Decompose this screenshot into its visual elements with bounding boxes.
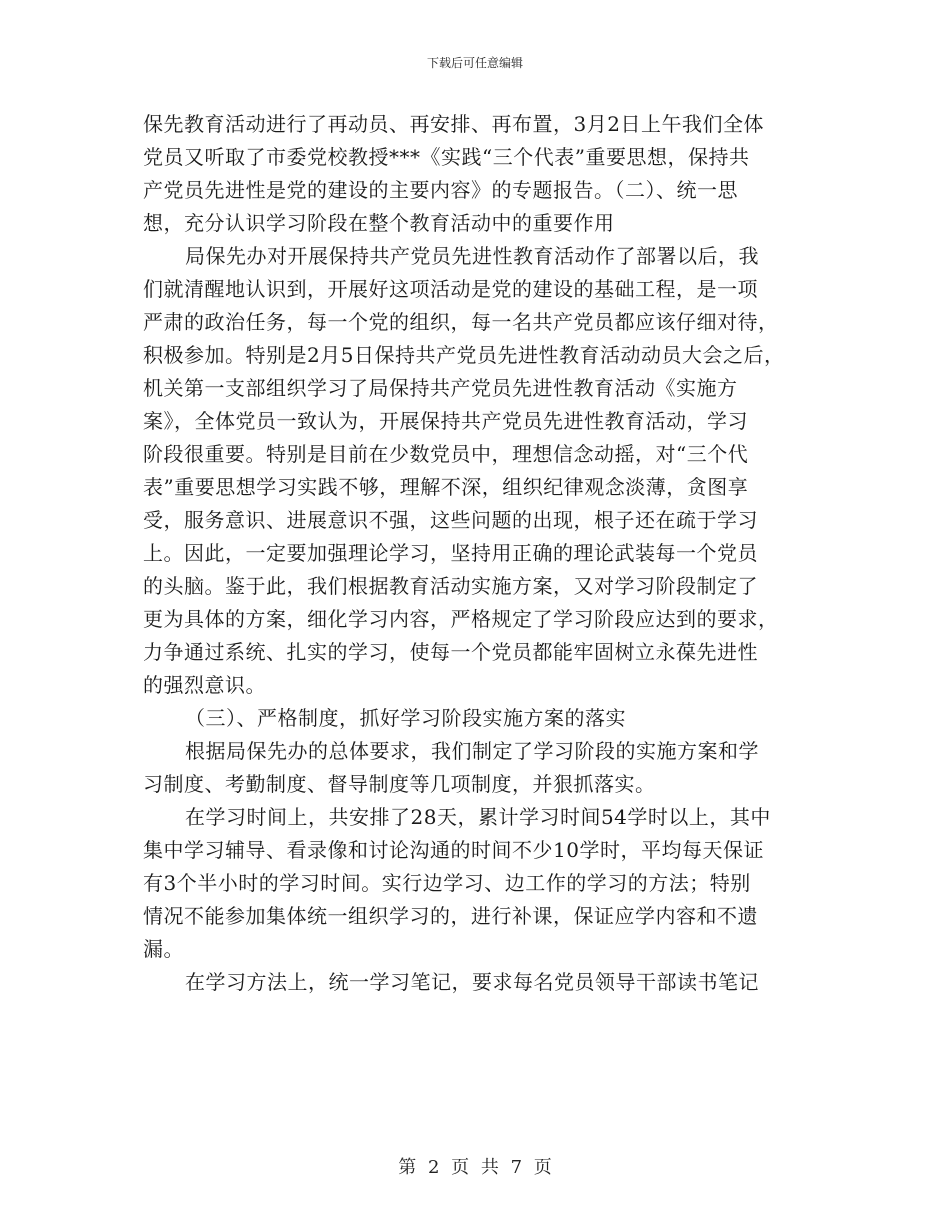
text-line: 局保先办对开展保持共产党员先进性教育活动作了部署以后，我 <box>185 244 759 268</box>
text-line: 情况不能参加集体统一组织学习的，进行补课，保证应学内容和不遗 <box>143 904 758 928</box>
text-line: 上。因此，一定要加强理论学习，坚持用正确的理论武装每一个党员 <box>143 541 758 565</box>
text-line: 在学习时间上，共安排了28天，累计学习时间54学时以上，其中 <box>185 805 771 829</box>
text-line: 机关第一支部组织学习了局保持共产党员先进性教育活动《实施方 <box>143 376 738 400</box>
text-line: 党员又听取了市委党校教授***《实践“三个代表”重要思想，保持共 <box>143 145 750 169</box>
text-line: 在学习方法上，统一学习笔记，要求每名党员领导干部读书笔记 <box>185 970 759 994</box>
page-header: 下载后可任意编辑 <box>426 56 523 70</box>
text-line: 漏。 <box>143 937 184 961</box>
text-line: 受，服务意识、进展意识不强，这些问题的出现，根子还在疏于学习 <box>143 508 758 532</box>
text-line: （三）、严格制度，抓好学习阶段实施方案的落实 <box>185 706 626 730</box>
text-line: 表”重要思想学习实践不够，理解不深，组织纪律观念淡薄，贪图享 <box>143 475 749 499</box>
page-footer: 第 2 页 共 7 页 <box>398 1157 552 1178</box>
text-line: 严肃的政治任务，每一个党的组织，每一名共产党员都应该仔细对待， <box>143 310 779 334</box>
text-line: 保先教育活动进行了再动员、再安排、再布置，3月2日上午我们全体 <box>143 112 764 136</box>
text-line: 根据局保先办的总体要求，我们制定了学习阶段的实施方案和学 <box>185 739 759 763</box>
document-body <box>143 108 823 999</box>
text-line: 集中学习辅导、看录像和讨论沟通的时间不少10学时，平均每天保证 <box>143 838 764 862</box>
text-line: 积极参加。特别是2月5日保持共产党员先进性教育活动动员大会之后， <box>143 343 785 367</box>
text-line: 有3个半小时的学习时间。实行边学习、边工作的学习的方法；特别 <box>143 871 751 895</box>
text-line: 习制度、考勤制度、督导制度等几项制度，并狠抓落实。 <box>143 772 656 796</box>
text-line: 的强烈意识。 <box>143 673 266 697</box>
text-line: 力争通过系统、扎实的学习，使每一个党员都能牢固树立永葆先进性 <box>143 640 758 664</box>
text-line: 想，充分认识学习阶段在整个教育活动中的重要作用 <box>143 211 615 235</box>
text-line: 阶段很重要。特别是目前在少数党员中，理想信念动摇，对“三个代 <box>143 442 749 466</box>
text-line: 的头脑。鉴于此，我们根据教育活动实施方案，又对学习阶段制定了 <box>143 574 758 598</box>
text-line: 更为具体的方案，细化学习内容，严格规定了学习阶段应达到的要求， <box>143 607 779 631</box>
text-line: 们就清醒地认识到，开展好这项活动是党的建设的基础工程，是一项 <box>143 277 758 301</box>
text-line: 产党员先进性是党的建设的主要内容》的专题报告。（二）、统一思 <box>143 178 738 202</box>
text-line: 案》，全体党员一致认为，开展保持共产党员先进性教育活动，学习 <box>143 409 748 433</box>
